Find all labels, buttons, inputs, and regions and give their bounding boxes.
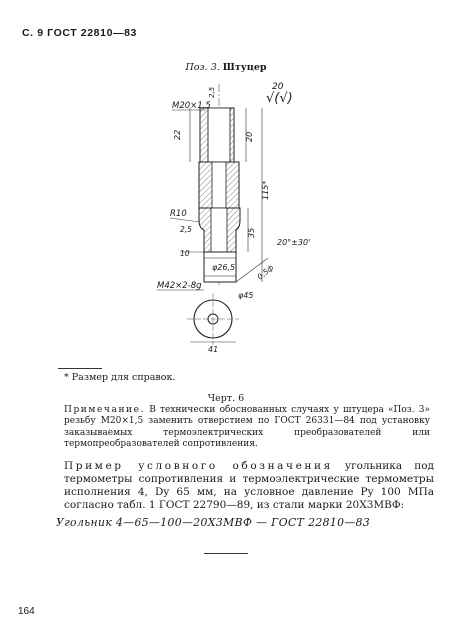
diam-45: φ45	[238, 291, 254, 300]
radius-label: R10	[170, 209, 187, 219]
note-text: В технически обоснованных случаях у штуцера «Поз. 3» резьбу M20×1,5 заменить отверстием по ГОСТ 26331—84 под установку заказываемых термоэлектрических преобразователей или термопреобразователей сопротивления.	[64, 405, 430, 450]
dim-20: 20	[245, 131, 254, 142]
designation: Угольник 4—65—100—20Х3МВФ — ГОСТ 22810—83	[56, 516, 371, 529]
roughness-mark: √(√)	[266, 91, 293, 106]
part-name: Штуцер	[222, 62, 267, 73]
thread-bottom-label: M42×2-8g	[157, 281, 202, 291]
footnote-rule	[58, 368, 102, 369]
dim-115: 115*	[261, 180, 270, 200]
thread-top-label: M20×1,5	[172, 101, 211, 111]
chamfer-label: 0,5ф	[255, 262, 276, 282]
angle-label: 20°±30'	[277, 238, 311, 247]
footnote: * Размер для справок.	[64, 372, 176, 383]
technical-drawing	[0, 80, 452, 355]
note-lead: Примечание.	[64, 405, 146, 415]
thread-bore-upper	[208, 108, 230, 162]
example-lead: Пример условного обозначения	[64, 460, 333, 472]
figure-label: Черт. 6	[207, 393, 245, 404]
end-rule	[204, 553, 248, 554]
example-paragraph	[64, 460, 434, 512]
dim-10: 10	[180, 249, 190, 258]
dim-41: 41	[208, 345, 219, 354]
end-view	[187, 291, 253, 354]
part-label: Поз. 3.	[185, 62, 220, 73]
dim-22: 22	[173, 129, 182, 140]
dim-35: 35	[247, 227, 256, 238]
part-title	[0, 62, 452, 73]
dim-2-5: 2,5	[180, 225, 192, 234]
roughness-symbol	[266, 82, 293, 106]
note-paragraph	[64, 405, 430, 451]
roughness-value: 20	[272, 82, 284, 92]
running-head: С. 9 ГОСТ 22810—83	[22, 27, 137, 39]
example-text: угольника под термометры сопротивления и термоэлектрические термометры исполнения 4, Dy 65 мм, на условное давление Py 100 МПа согласно табл. 1 ГОСТ 22790—89, из стали марки 20Х3МВФ:	[64, 460, 434, 511]
diam-26-5: φ26,5	[212, 263, 236, 272]
dim-top: 2,5	[208, 86, 216, 98]
page-number: 164	[18, 606, 35, 617]
